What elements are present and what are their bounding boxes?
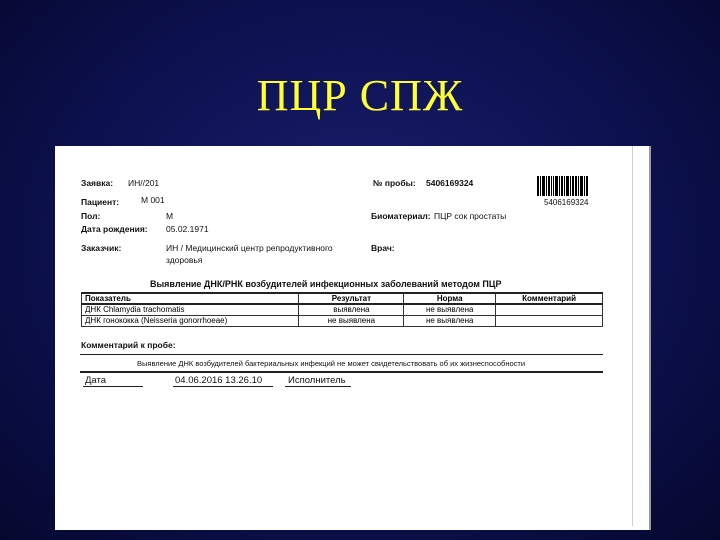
row-norm: не выявлена (404, 315, 496, 326)
col-comment-header: Комментарий (496, 293, 603, 304)
row-result: выявлена (299, 304, 404, 315)
slide-title: ПЦР СПЖ (256, 71, 464, 120)
request-value: ИН//201 (128, 178, 160, 188)
page-edge-line (632, 146, 633, 526)
customer-label: Заказчик: (81, 243, 122, 253)
row-comment (496, 304, 603, 315)
sample-value: 5406169324 (426, 178, 474, 188)
sex-label: Пол: (81, 211, 101, 221)
request-label: Заявка: (81, 178, 114, 188)
birth-date-value: 05.02.1971 (166, 224, 209, 234)
date-underline (83, 386, 143, 387)
date-value-underline (173, 386, 273, 387)
results-title: Выявление ДНК/РНК возбудителей инфекционных заболеваний методом ПЦР (150, 279, 502, 289)
table-row (82, 304, 603, 315)
comment-label: Комментарий к пробе: (81, 340, 176, 350)
row-indicator: ДНК гонококка (Neisseria gonorrhoeae) (82, 315, 299, 326)
biomaterial-label: Биоматериал: (371, 211, 431, 221)
row-result: не выявлена (299, 315, 404, 326)
biomaterial-value: ПЦР сок простаты (434, 211, 507, 221)
disclaimer-text: Выявление ДНК возбудителей бактериальных инфекций не может свидетельствовать об их жизнеспособности (137, 359, 526, 368)
birth-date-label: Дата рождения: (81, 224, 148, 234)
divider (80, 371, 603, 373)
col-indicator-header: Показатель (82, 293, 299, 304)
customer-value-line2: здоровья (166, 255, 203, 265)
barcode-image (537, 176, 595, 196)
results-table (81, 292, 603, 327)
lab-report-document (55, 146, 651, 530)
col-result-header: Результат (299, 293, 404, 304)
patient-value: М 001 (141, 195, 165, 205)
results-header-row (82, 293, 603, 304)
barcode-number: 5406169324 (544, 198, 589, 207)
row-comment (496, 315, 603, 326)
executor-underline (285, 386, 351, 387)
doctor-label: Врач: (371, 243, 395, 253)
sample-label: № пробы: (373, 178, 416, 188)
executor-label: Исполнитель (288, 375, 346, 386)
table-row (82, 315, 603, 326)
divider (80, 354, 603, 355)
col-norm-header: Норма (404, 293, 496, 304)
row-indicator: ДНК Chlamydia trachomatis (82, 304, 299, 315)
date-value: 04.06.2016 13.26.10 (175, 375, 263, 386)
sex-value: М (166, 211, 174, 221)
date-label: Дата (85, 375, 107, 386)
patient-label: Пациент: (81, 197, 120, 207)
customer-value-line1: ИН / Медицинский центр репродуктивного (166, 243, 333, 253)
row-norm: не выявлена (404, 304, 496, 315)
